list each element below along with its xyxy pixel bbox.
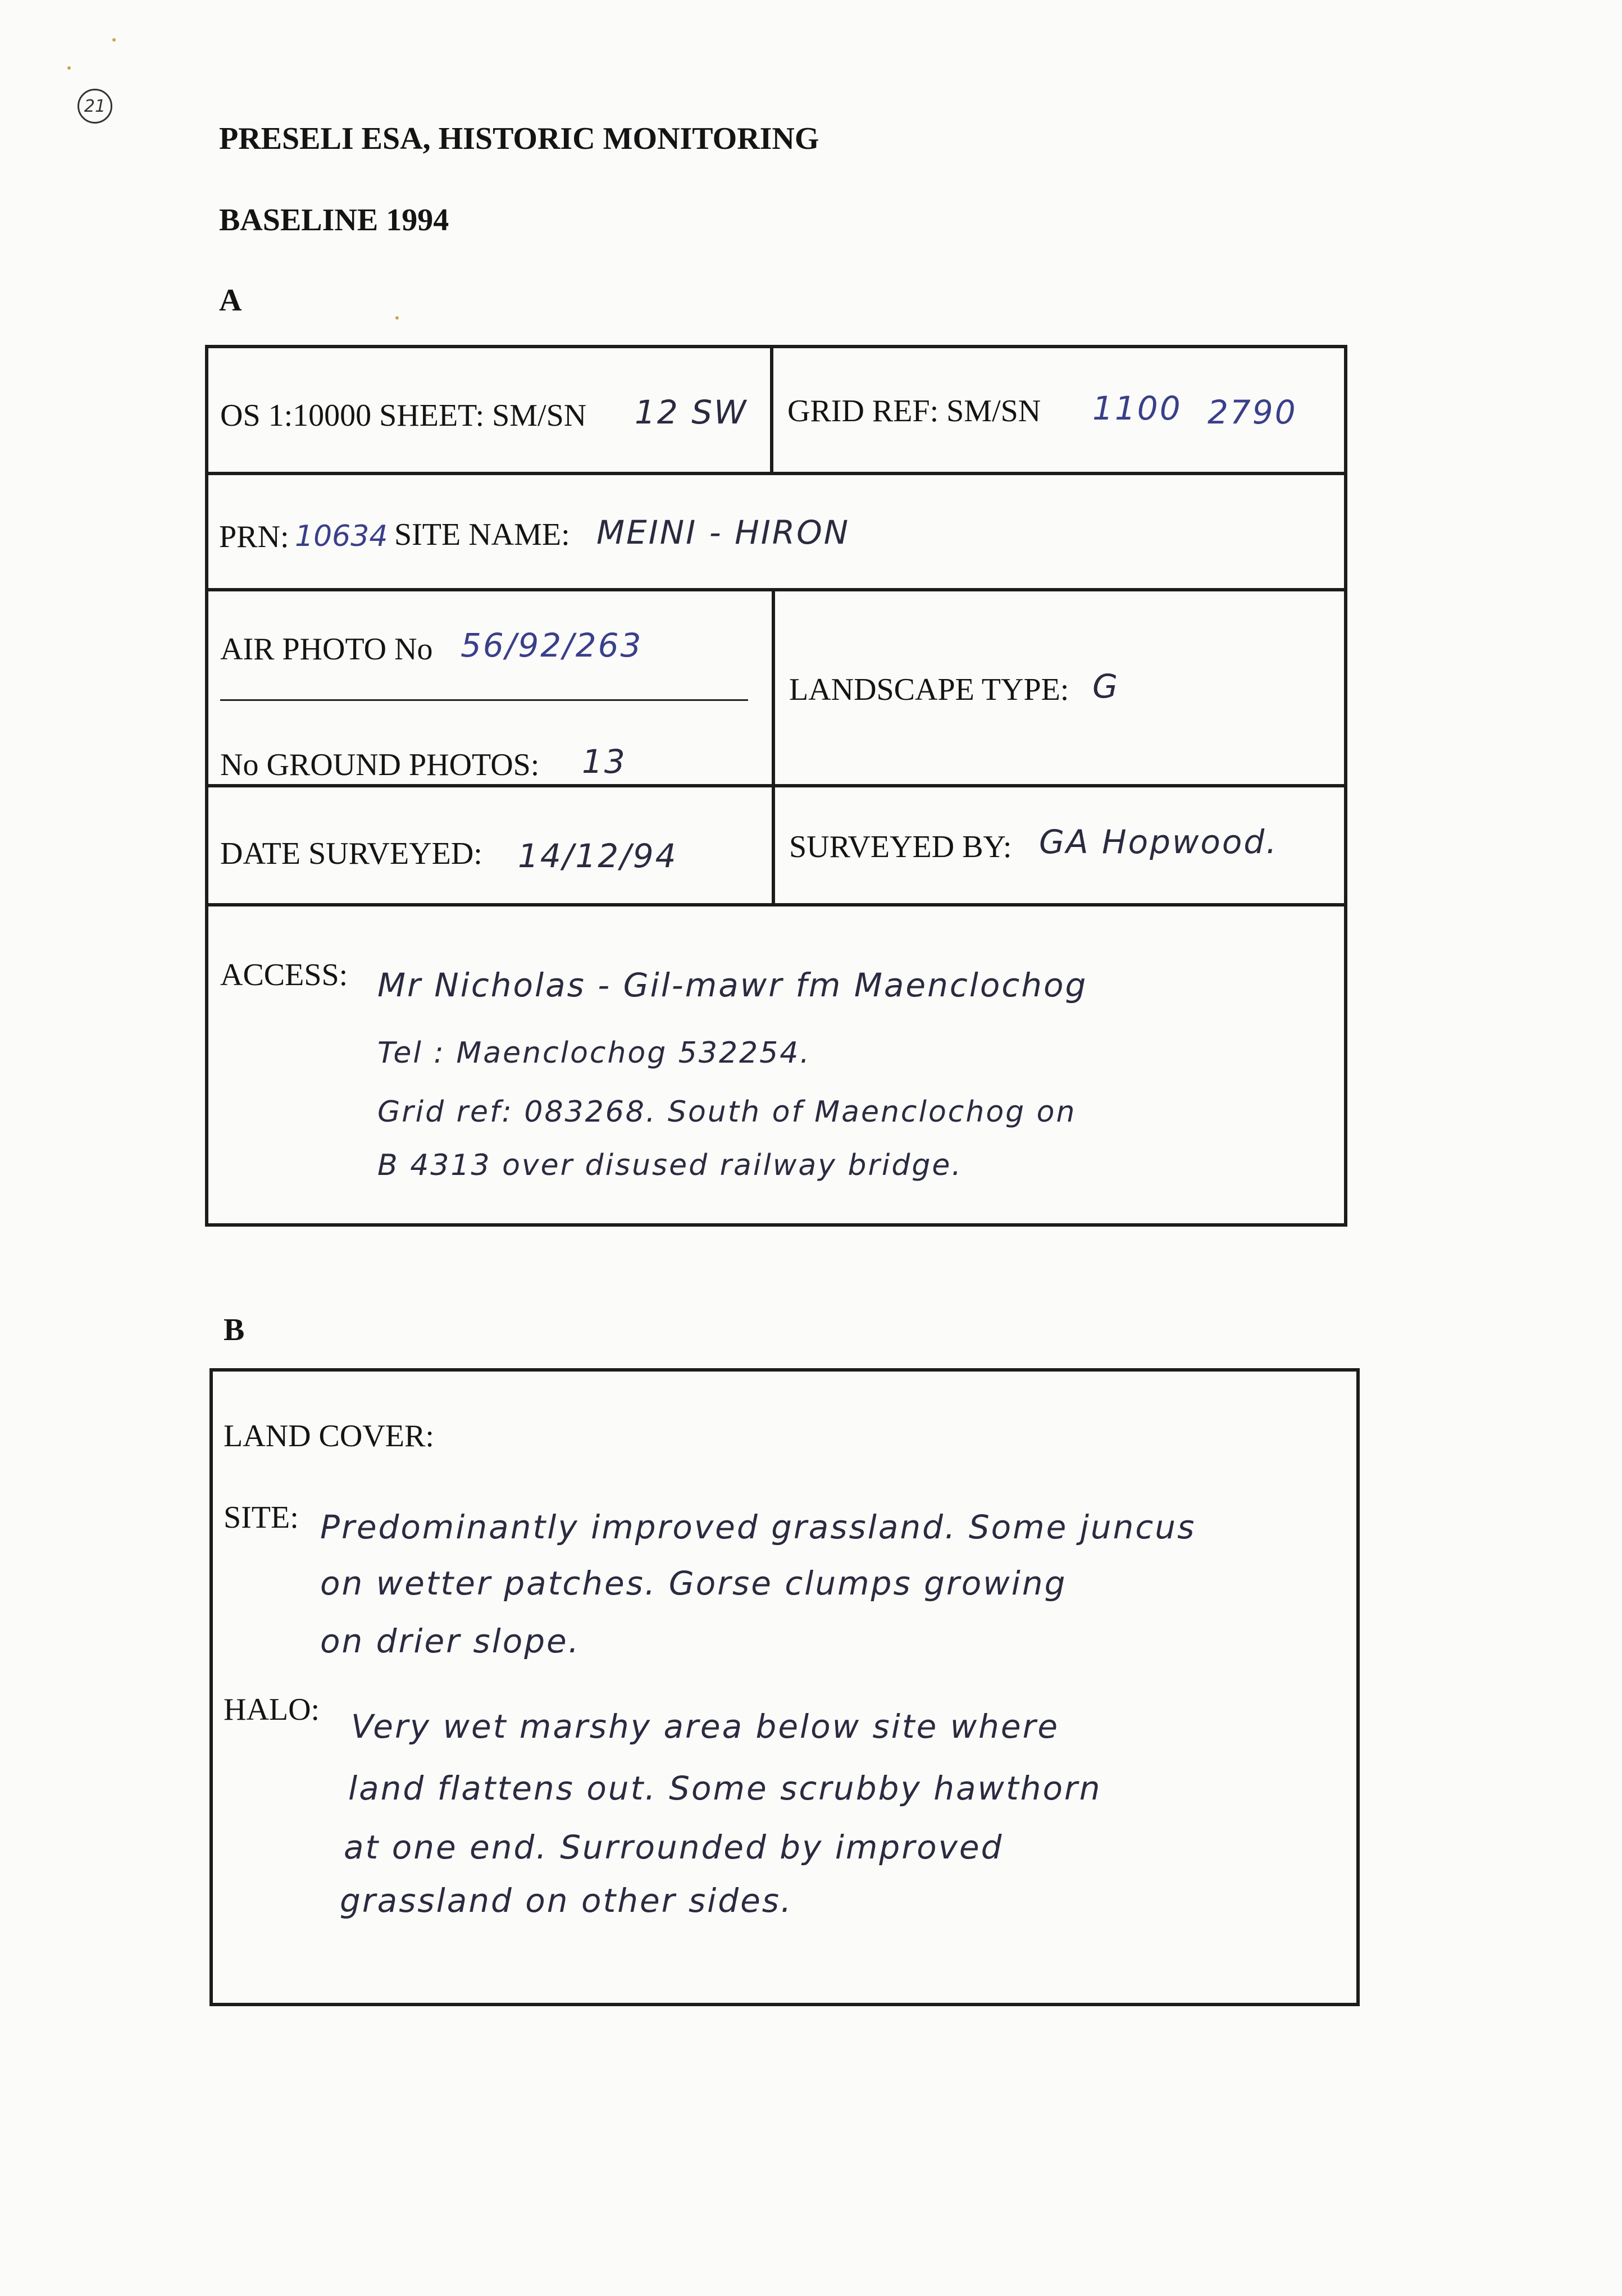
divider: [205, 472, 1347, 475]
ground-photos-value: 13: [582, 742, 627, 781]
air-photo-value: 56/92/263: [461, 626, 643, 664]
paper-fleck: [395, 316, 399, 320]
paper-fleck: [112, 38, 116, 42]
access-label: ACCESS:: [220, 958, 348, 992]
surveyed-by-label: SURVEYED BY:: [789, 830, 1012, 864]
access-line: Tel : Maenclochog 532254.: [377, 1036, 811, 1070]
air-photo-label: AIR PHOTO No: [220, 632, 433, 667]
air-photo-underline: [220, 699, 748, 701]
landscape-type-label: LANDSCAPE TYPE:: [789, 672, 1069, 707]
access-line: B 4313 over disused railway bridge.: [377, 1149, 963, 1182]
date-surveyed-value: 14/12/94: [518, 837, 678, 875]
divider: [770, 345, 773, 474]
page-title: PRESELI ESA, HISTORIC MONITORING: [219, 121, 819, 156]
surveyed-by-value: GA Hopwood.: [1039, 823, 1278, 861]
grid-ref-northing: 2790: [1208, 393, 1297, 431]
prn-value: 10634: [295, 520, 388, 553]
section-a-label: A: [219, 283, 242, 318]
site-name-label: SITE NAME:: [394, 517, 570, 552]
grid-ref-label: GRID REF: SM/SN: [787, 394, 1041, 429]
paper-fleck: [67, 66, 71, 70]
site-name-value: MEINI - HIRON: [596, 513, 850, 552]
landscape-type-value: G: [1092, 667, 1119, 705]
ground-photos-label: No GROUND PHOTOS:: [220, 748, 540, 782]
section-b-label: B: [224, 1313, 245, 1347]
access-line: Mr Nicholas - Gil-mawr fm Maenclochog: [377, 966, 1088, 1004]
site-label: SITE:: [224, 1500, 299, 1535]
grid-ref-easting: 1100: [1092, 389, 1182, 427]
prn-label: PRN:: [219, 520, 289, 554]
land-cover-label: LAND COVER:: [224, 1419, 434, 1454]
divider: [205, 784, 1347, 787]
divider: [205, 903, 1347, 906]
site-line: on wetter patches. Gorse clumps growing: [320, 1564, 1067, 1602]
halo-line: at one end. Surrounded by improved: [344, 1828, 1004, 1866]
access-line: Grid ref: 083268. South of Maenclochog on: [377, 1095, 1077, 1129]
halo-line: Very wet marshy area below site where: [351, 1707, 1060, 1746]
site-line: on drier slope.: [320, 1622, 581, 1660]
os-sheet-label: OS 1:10000 SHEET: SM/SN: [220, 398, 587, 433]
divider: [772, 588, 775, 905]
page-number: 21: [78, 89, 112, 124]
date-surveyed-label: DATE SURVEYED:: [220, 836, 482, 871]
divider: [205, 588, 1347, 591]
os-sheet-value: 12 SW: [635, 393, 748, 431]
halo-line: grassland on other sides.: [340, 1882, 793, 1920]
site-line: Predominantly improved grassland. Some juncus: [320, 1508, 1196, 1546]
halo-label: HALO:: [224, 1692, 320, 1727]
halo-line: land flattens out. Some scrubby hawthorn: [348, 1769, 1102, 1807]
baseline-subtitle: BASELINE 1994: [219, 203, 449, 238]
